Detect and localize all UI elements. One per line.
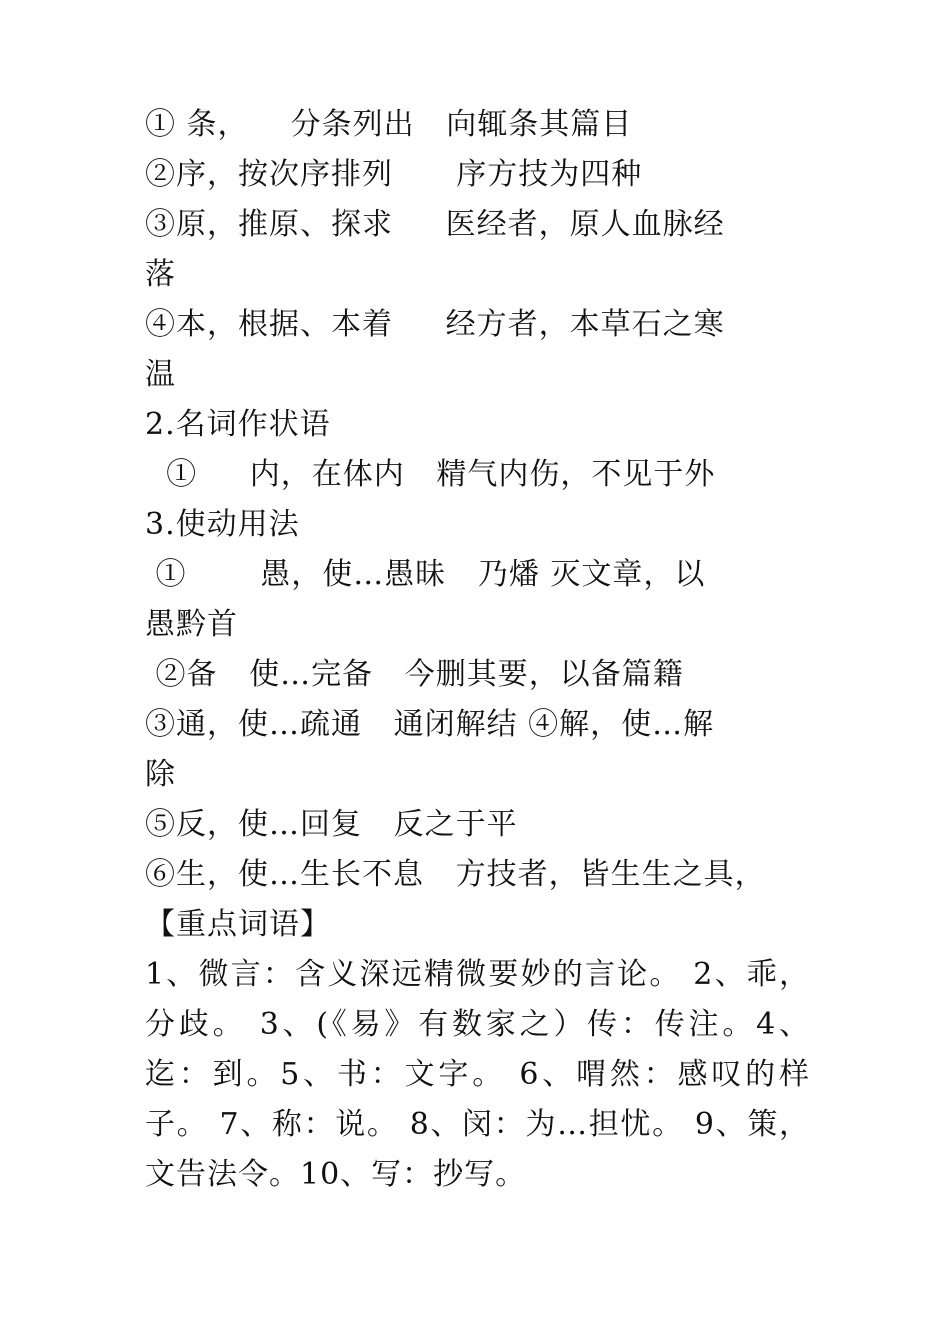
text-line-2: ②序，按次序排列 序方技为四种	[145, 157, 643, 192]
section-heading-noun-adverbial: 2.名词作状语	[145, 407, 331, 442]
text-line-3: ③原，推原、探求 医经者，原人血脉经	[145, 207, 725, 242]
text-line-14: 除	[145, 757, 176, 792]
text-line-13: ③通，使…疏通 通闭解结 ④解，使…解	[145, 707, 715, 742]
text-line-8: ① 内，在体内 精气内伤，不见于外	[145, 457, 716, 492]
section-heading-key-words: 【重点词语】	[145, 907, 331, 942]
document-page	[145, 100, 810, 1200]
text-line-11: 愚黔首	[145, 607, 238, 642]
text-line-16: ⑥生，使…生长不息 方技者，皆生生之具，	[145, 857, 766, 892]
text-line-6: 温	[145, 357, 176, 392]
text-line-5: ④本，根据、本着 经方者，本草石之寒	[145, 307, 725, 342]
section-heading-causative: 3.使动用法	[145, 507, 300, 542]
text-line-12: ②备 使…完备 今删其要，以备篇籍	[145, 657, 684, 692]
text-line-4: 落	[145, 257, 176, 292]
text-line-1: ① 条， 分条列出 向辄条其篇目	[145, 107, 633, 142]
vocab-paragraph: 1、微言：含义深远精微要妙的言论。 2、乖，分歧。 3、(《易》有数家之）传：传注。4、迄：到。5、书：文字。 6、喟然：感叹的样子。 7、称：说。 8、闵：为…担忧。 9、策，文告法令。10、写：抄写。	[145, 957, 810, 1192]
text-line-15: ⑤反，使…回复 反之于平	[145, 807, 518, 842]
text-line-10: ① 愚，使…愚昧 乃燔 灭文章，以	[145, 557, 706, 592]
